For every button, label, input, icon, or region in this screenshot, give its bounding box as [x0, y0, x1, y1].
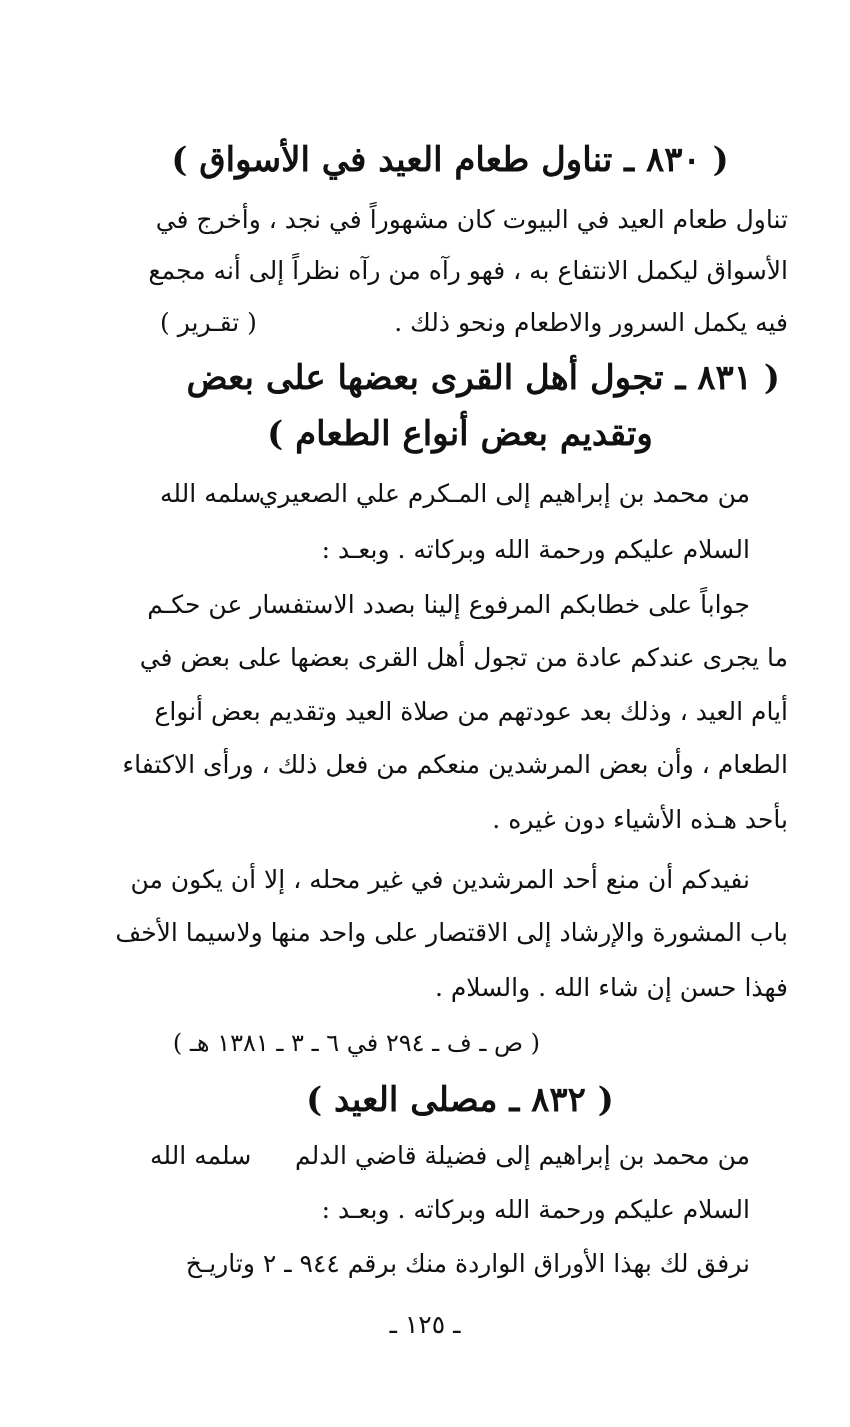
section-830-heading: ( ٨٣٠ ـ تناول طعام العيد في الأسواق ) [171, 140, 729, 180]
section-831-para1-line-5: بأحد هـذه الأشياء دون غيره . [492, 805, 788, 834]
section-831-greeting: السلام عليكم ورحمة الله وبركاته . وبعـد : [321, 535, 750, 564]
section-831-para1-line-1: جواباً على خطابكم المرفوع إلينا بصدد الاستفسار عن حكـم [147, 590, 750, 619]
section-831-para1-line-3: أيام العيد ، وذلك بعد عودتهم من صلاة العيد وتقديم بعض أنواع [154, 697, 788, 726]
section-831-para2-line-2: باب المشورة والإرشاد إلى الاقتصار على واحد منها ولاسيما الأخف [115, 918, 788, 947]
section-831-salutation: سلمه الله [160, 479, 262, 508]
section-832-heading: ( ٨٣٢ ـ مصلى العيد ) [306, 1080, 614, 1120]
page-number: ـ ١٢٥ ـ [389, 1310, 461, 1339]
section-831-para2-line-1: نفيدكم أن منع أحد المرشدين في غير محله ، إلا أن يكون من [130, 865, 750, 894]
section-831-heading-line-2: وتقديم بعض أنواع الطعام ) [267, 414, 653, 454]
section-830-line-3: فيه يكمل السرور والاطعام ونحو ذلك . [394, 308, 788, 337]
section-832-from: من محمد بن إبراهيم إلى فضيلة قاضي الدلم [295, 1141, 750, 1170]
section-831-para2-line-3: فهذا حسن إن شاء الله . والسلام . [434, 973, 788, 1002]
section-832-line: نرفق لك بهذا الأوراق الواردة منك برقم ٩٤٤ ـ ٢ وتاريـخ [185, 1249, 750, 1278]
section-831-from: من محمد بن إبراهيم إلى المـكرم علي الصعيري [258, 479, 750, 508]
section-832-salutation: سلمه الله [150, 1141, 252, 1170]
section-831-reference: ( ص ـ ف ـ ٢٩٤ في ٦ ـ ٣ ـ ١٣٨١ هـ ) [172, 1029, 540, 1057]
section-830-line-2: الأسواق ليكمل الانتفاع به ، فهو رآه من رآه نظراً إلى أنه مجمع [148, 256, 788, 285]
section-832-greeting: السلام عليكم ورحمة الله وبركاته . وبعـد : [321, 1195, 750, 1224]
section-831-para1-line-4: الطعام ، وأن بعض المرشدين منعكم من فعل ذلك ، ورأى الاكتفاء [122, 750, 788, 779]
section-830-line-1: تناول طعام العيد في البيوت كان مشهوراً في نجد ، وأخرج في [155, 205, 788, 234]
section-831-heading-line-1: ( ٨٣١ ـ تجول أهل القرى بعضها على بعض [186, 358, 780, 398]
section-830-source: ( تقـرير ) [160, 308, 257, 337]
section-831-para1-line-2: ما يجرى عندكم عادة من تجول أهل القرى بعضها على بعض في [139, 643, 788, 672]
